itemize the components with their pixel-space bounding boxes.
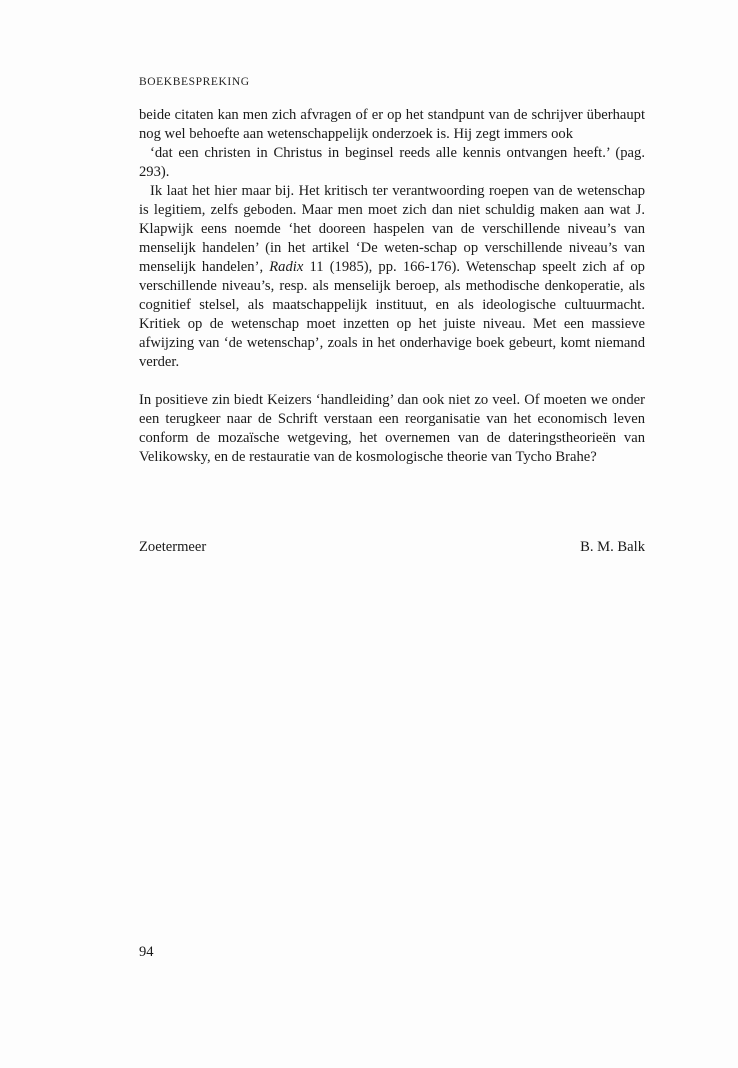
signature-line <box>139 538 645 557</box>
paragraph-spacer <box>139 372 645 391</box>
signature-author: B. M. Balk <box>580 539 645 555</box>
paragraph-1: beide citaten kan men zich afvragen of er op het standpunt van de schrijver überhaupt nog wel behoefte aan wetenschappelijk onderzoek is. Hij zegt immers ook <box>139 107 645 142</box>
running-head: BOEKBESPREKING <box>139 76 250 88</box>
page-number: 94 <box>139 944 154 960</box>
paragraph-2 <box>139 182 645 372</box>
block-quote: ‘dat een christen in Christus in beginsel reeds alle kennis ontvangen heeft.’ (pag. 293). <box>139 145 645 180</box>
paragraph-2-text-b: 11 (1985), pp. 166-176). Wetenschap speelt zich af op verschillende niveau’s, resp. als menselijk beroep, als methodische denkoperatie, als cognitief stelsel, als maatschappelijk instituut, en als ideologische cultuurmacht. Kritiek op de wetenschap moet inzetten op het juiste niveau. Met een massieve afwijzing van ‘de wetenschap’, zoals in het onderhavige boek gebeurt, komt niemand verder. <box>139 259 645 370</box>
journal-title: Radix <box>269 259 304 275</box>
body-text <box>139 106 645 467</box>
paragraph-2-text-a: Ik laat het hier maar bij. Het kritisch ter verantwoording roepen van de wetenschap is legitiem, zelfs geboden. Maar men moet zich dan niet schuldig maken aan wat J. Klapwijk eens noemde ‘het dooreen haspelen van de verschillende niveau’s van menselijk handelen’ (in het artikel ‘De weten-schap op verschillende niveau’s van menselijk handelen’, <box>139 183 645 275</box>
signature-place: Zoetermeer <box>139 539 207 555</box>
paragraph-3: In positieve zin biedt Keizers ‘handleiding’ dan ook niet zo veel. Of moeten we onder een terugkeer naar de Schrift verstaan een reorganisatie van het economisch leven conform de mozaïsche wetgeving, het overnemen van de dateringstheorieën van Velikowsky, en de restauratie van de kosmologische theorie van Tycho Brahe? <box>139 392 645 465</box>
